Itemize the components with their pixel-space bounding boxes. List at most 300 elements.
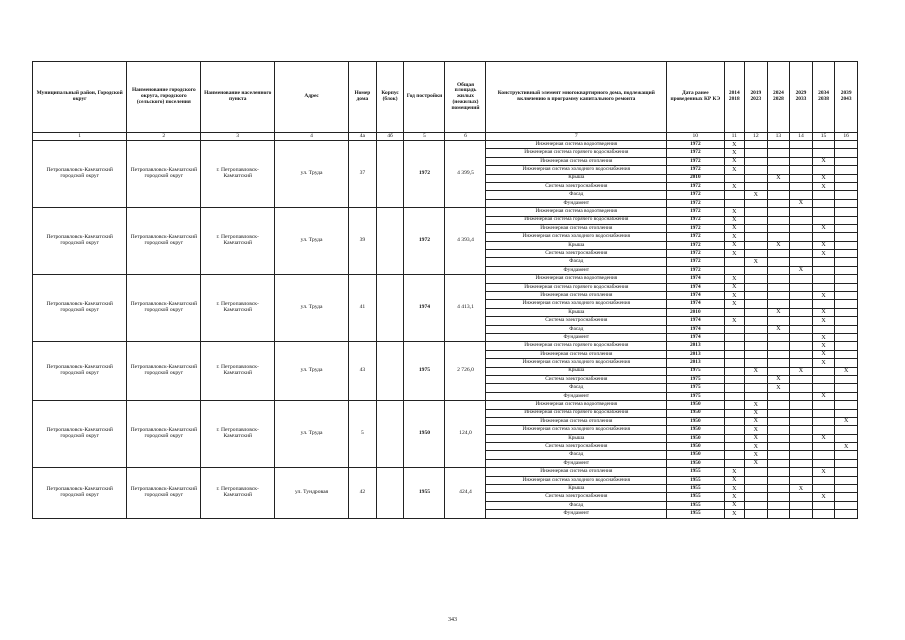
period-mark-cell: [724, 409, 745, 417]
repair-date-cell: 1972: [667, 241, 724, 249]
period-mark-cell: [767, 451, 790, 459]
period-mark-cell: [790, 434, 813, 442]
period-mark-cell: [724, 392, 745, 400]
period-mark-cell: X: [745, 367, 768, 375]
period-mark-cell: [812, 451, 835, 459]
area-cell: 4 393,4: [445, 208, 486, 275]
period-mark-cell: [835, 333, 858, 341]
period-mark-cell: X: [835, 417, 858, 425]
repair-date-cell: 1972: [667, 182, 724, 190]
period-mark-cell: X: [745, 443, 768, 451]
period-mark-cell: [767, 199, 790, 207]
house-number-cell: 42: [349, 468, 377, 518]
repair-date-cell: 1972: [667, 141, 724, 149]
period-mark-cell: [790, 333, 813, 341]
block-cell: [376, 275, 404, 342]
area-cell: 2 726,0: [445, 342, 486, 401]
period-mark-cell: [767, 317, 790, 325]
repair-date-cell: 1974: [667, 292, 724, 300]
period-mark-cell: [767, 275, 790, 283]
period-mark-cell: [835, 283, 858, 291]
period-mark-cell: [812, 283, 835, 291]
period-mark-cell: X: [812, 174, 835, 182]
repair-date-cell: 1974: [667, 275, 724, 283]
period-mark-cell: [745, 182, 768, 190]
repair-date-cell: 1974: [667, 317, 724, 325]
period-mark-cell: [790, 426, 813, 434]
address-cell: ул. Тундровая: [275, 468, 349, 518]
period-mark-cell: X: [812, 468, 835, 476]
repair-date-cell: 1972: [667, 266, 724, 274]
period-mark-cell: [724, 174, 745, 182]
period-mark-cell: [767, 392, 790, 400]
period-mark-cell: [745, 275, 768, 283]
house-number-cell: 37: [349, 141, 377, 208]
table-row: [33, 275, 858, 283]
period-mark-cell: [835, 476, 858, 484]
locality-cell: г. Петропавловск-Камчатский: [201, 401, 275, 468]
element-cell: Фасад: [486, 501, 667, 509]
period-mark-cell: [745, 325, 768, 333]
period-mark-cell: [745, 485, 768, 493]
period-mark-cell: [745, 493, 768, 501]
repair-date-cell: 2013: [667, 350, 724, 358]
address-cell: ул. Труда: [275, 141, 349, 208]
header-cell: Корпус (блок): [376, 62, 404, 133]
element-cell: Фундамент: [486, 199, 667, 207]
period-mark-cell: X: [724, 216, 745, 224]
period-mark-cell: X: [767, 384, 790, 392]
element-cell: Инженерная система холодного водоснабжения: [486, 166, 667, 174]
period-mark-cell: [835, 308, 858, 316]
settlement-cell: Петропавловск-Камчатский городской округ: [127, 141, 201, 208]
period-mark-cell: [812, 208, 835, 216]
period-mark-cell: [790, 157, 813, 165]
repair-date-cell: 1975: [667, 384, 724, 392]
repair-date-cell: 1975: [667, 367, 724, 375]
period-mark-cell: [812, 275, 835, 283]
period-mark-cell: [812, 476, 835, 484]
period-mark-cell: X: [724, 283, 745, 291]
period-mark-cell: [724, 325, 745, 333]
period-mark-cell: [767, 501, 790, 509]
period-mark-cell: [767, 367, 790, 375]
repair-date-cell: 1950: [667, 409, 724, 417]
period-mark-cell: [835, 258, 858, 266]
period-mark-cell: [790, 443, 813, 451]
element-cell: Крыша: [486, 367, 667, 375]
period-mark-cell: X: [812, 250, 835, 258]
column-number: 16: [835, 133, 858, 141]
header-cell: 2039 2043: [835, 62, 858, 133]
repair-date-cell: 1950: [667, 459, 724, 467]
period-mark-cell: X: [724, 241, 745, 249]
period-mark-cell: X: [835, 367, 858, 375]
period-mark-cell: X: [724, 208, 745, 216]
element-cell: Система электроснабжения: [486, 443, 667, 451]
period-mark-cell: [745, 359, 768, 367]
period-mark-cell: [724, 459, 745, 467]
period-mark-cell: [767, 166, 790, 174]
block-cell: [376, 208, 404, 275]
period-mark-cell: [790, 350, 813, 358]
column-number: 15: [812, 133, 835, 141]
header-cell: Дата ранее проведенных КР КЭ: [667, 62, 724, 133]
repair-date-cell: 1955: [667, 501, 724, 509]
period-mark-cell: [724, 258, 745, 266]
period-mark-cell: [724, 308, 745, 316]
period-mark-cell: [835, 275, 858, 283]
period-mark-cell: [724, 434, 745, 442]
repair-date-cell: 1955: [667, 476, 724, 484]
settlement-cell: Петропавловск-Камчатский городской округ: [127, 468, 201, 518]
repair-date-cell: 1972: [667, 166, 724, 174]
period-mark-cell: [835, 191, 858, 199]
period-mark-cell: X: [724, 317, 745, 325]
period-mark-cell: [724, 342, 745, 350]
repair-date-cell: 1974: [667, 283, 724, 291]
element-cell: Инженерная система отопления: [486, 417, 667, 425]
period-mark-cell: X: [812, 157, 835, 165]
period-mark-cell: [812, 300, 835, 308]
settlement-cell: Петропавловск-Камчатский городской округ: [127, 342, 201, 401]
header-cell: Год постройки: [404, 62, 445, 133]
element-cell: Система электроснабжения: [486, 250, 667, 258]
address-cell: ул. Труда: [275, 401, 349, 468]
period-mark-cell: [790, 501, 813, 509]
period-mark-cell: [835, 166, 858, 174]
table-row: [33, 208, 858, 216]
period-mark-cell: [835, 141, 858, 149]
period-mark-cell: [745, 216, 768, 224]
period-mark-cell: [812, 266, 835, 274]
period-mark-cell: [767, 417, 790, 425]
element-cell: Фундамент: [486, 392, 667, 400]
locality-cell: г. Петропавловск-Камчатский: [201, 275, 275, 342]
column-number: 11: [724, 133, 745, 141]
period-mark-cell: X: [812, 342, 835, 350]
period-mark-cell: [745, 350, 768, 358]
period-mark-cell: [835, 216, 858, 224]
header-cell: 2034 2038: [812, 62, 835, 133]
column-number: 14: [790, 133, 813, 141]
block-cell: [376, 342, 404, 401]
repair-date-cell: 1972: [667, 157, 724, 165]
period-mark-cell: [767, 258, 790, 266]
period-mark-cell: [835, 434, 858, 442]
period-mark-cell: [812, 367, 835, 375]
element-cell: Крыша: [486, 434, 667, 442]
header-cell: Общая площадь жилых (нежилых) помещений: [445, 62, 486, 133]
period-mark-cell: [835, 510, 858, 518]
element-cell: Система электроснабжения: [486, 493, 667, 501]
element-cell: Инженерная система отопления: [486, 224, 667, 232]
period-mark-cell: [767, 149, 790, 157]
header-cell: Конструктивный элемент многоквартирного дома, подлежащий включению в программу капитального ремонта: [486, 62, 667, 133]
element-cell: Инженерная система отопления: [486, 468, 667, 476]
period-mark-cell: [724, 266, 745, 274]
period-mark-cell: X: [745, 451, 768, 459]
period-mark-cell: [835, 384, 858, 392]
period-mark-cell: X: [724, 233, 745, 241]
construction-year-cell: 1950: [404, 401, 445, 468]
construction-year-cell: 1972: [404, 208, 445, 275]
district-cell: Петропавловск-Камчатский городской округ: [33, 275, 127, 342]
house-number-cell: 5: [349, 401, 377, 468]
period-mark-cell: X: [724, 501, 745, 509]
period-mark-cell: [790, 468, 813, 476]
period-mark-cell: X: [724, 292, 745, 300]
period-mark-cell: [790, 191, 813, 199]
table-row: [33, 401, 858, 409]
element-cell: Инженерная система отопления: [486, 292, 667, 300]
repair-date-cell: 2013: [667, 342, 724, 350]
repair-date-cell: 1955: [667, 493, 724, 501]
period-mark-cell: [745, 468, 768, 476]
period-mark-cell: [790, 510, 813, 518]
repair-date-cell: 1950: [667, 401, 724, 409]
repair-date-cell: 1975: [667, 375, 724, 383]
period-mark-cell: [835, 392, 858, 400]
element-cell: Крыша: [486, 485, 667, 493]
address-cell: ул. Труда: [275, 275, 349, 342]
period-mark-cell: [790, 375, 813, 383]
period-mark-cell: [745, 476, 768, 484]
period-mark-cell: [812, 166, 835, 174]
period-mark-cell: [767, 342, 790, 350]
period-mark-cell: [790, 325, 813, 333]
period-mark-cell: X: [790, 266, 813, 274]
repair-date-cell: 1950: [667, 426, 724, 434]
period-mark-cell: [767, 350, 790, 358]
period-mark-cell: X: [767, 375, 790, 383]
repair-date-cell: 1955: [667, 485, 724, 493]
period-mark-cell: [745, 266, 768, 274]
block-cell: [376, 401, 404, 468]
period-mark-cell: [745, 300, 768, 308]
period-mark-cell: X: [812, 392, 835, 400]
period-mark-cell: [767, 300, 790, 308]
period-mark-cell: [812, 141, 835, 149]
header-cell: Номер дома: [349, 62, 377, 133]
period-mark-cell: [790, 258, 813, 266]
repair-date-cell: 1974: [667, 333, 724, 341]
period-mark-cell: X: [745, 426, 768, 434]
period-mark-cell: [790, 283, 813, 291]
repair-date-cell: 1972: [667, 224, 724, 232]
period-mark-cell: X: [724, 468, 745, 476]
period-mark-cell: [790, 317, 813, 325]
period-mark-cell: [812, 485, 835, 493]
period-mark-cell: [767, 485, 790, 493]
period-mark-cell: [835, 501, 858, 509]
period-mark-cell: [745, 224, 768, 232]
period-mark-cell: [812, 443, 835, 451]
repair-date-cell: 1972: [667, 233, 724, 241]
period-mark-cell: [724, 426, 745, 434]
column-number: 4: [275, 133, 349, 141]
period-mark-cell: [745, 283, 768, 291]
period-mark-cell: [835, 208, 858, 216]
period-mark-cell: [745, 308, 768, 316]
period-mark-cell: [745, 157, 768, 165]
period-mark-cell: [724, 384, 745, 392]
period-mark-cell: [767, 208, 790, 216]
period-mark-cell: X: [812, 241, 835, 249]
period-mark-cell: [812, 510, 835, 518]
column-number-row: [33, 133, 858, 141]
house-number-cell: 41: [349, 275, 377, 342]
table-row: [33, 141, 858, 149]
element-cell: Инженерная система холодного водоснабжения: [486, 426, 667, 434]
column-number: 7: [486, 133, 667, 141]
period-mark-cell: [835, 292, 858, 300]
period-mark-cell: [745, 501, 768, 509]
period-mark-cell: [835, 485, 858, 493]
period-mark-cell: X: [724, 182, 745, 190]
page-number: 343: [448, 617, 457, 623]
period-mark-cell: [767, 283, 790, 291]
locality-cell: г. Петропавловск-Камчатский: [201, 141, 275, 208]
period-mark-cell: [790, 384, 813, 392]
period-mark-cell: [745, 342, 768, 350]
repair-date-cell: 1975: [667, 392, 724, 400]
period-mark-cell: [812, 233, 835, 241]
header-cell: 2019 2023: [745, 62, 768, 133]
period-mark-cell: [812, 401, 835, 409]
period-mark-cell: X: [724, 510, 745, 518]
element-cell: Инженерная система холодного водоснабжения: [486, 359, 667, 367]
repair-date-cell: 2010: [667, 174, 724, 182]
period-mark-cell: [724, 333, 745, 341]
period-mark-cell: [745, 292, 768, 300]
period-mark-cell: [745, 333, 768, 341]
repair-date-cell: 1950: [667, 451, 724, 459]
period-mark-cell: X: [812, 308, 835, 316]
locality-cell: г. Петропавловск-Камчатский: [201, 208, 275, 275]
period-mark-cell: [767, 182, 790, 190]
period-mark-cell: [745, 208, 768, 216]
period-mark-cell: [790, 300, 813, 308]
period-mark-cell: [745, 510, 768, 518]
repair-date-cell: 1972: [667, 199, 724, 207]
period-mark-cell: [835, 233, 858, 241]
period-mark-cell: [767, 426, 790, 434]
period-mark-cell: X: [812, 359, 835, 367]
table-row: [33, 468, 858, 476]
period-mark-cell: [812, 501, 835, 509]
period-mark-cell: [790, 476, 813, 484]
period-mark-cell: X: [812, 182, 835, 190]
element-cell: Фундамент: [486, 266, 667, 274]
header-cell: Наименование населенного пункта: [201, 62, 275, 133]
period-mark-cell: [724, 401, 745, 409]
period-mark-cell: [724, 451, 745, 459]
element-cell: Инженерная система холодного водоснабжения: [486, 300, 667, 308]
period-mark-cell: [835, 300, 858, 308]
period-mark-cell: [790, 308, 813, 316]
period-mark-cell: X: [724, 224, 745, 232]
period-mark-cell: [790, 241, 813, 249]
period-mark-cell: [767, 224, 790, 232]
period-mark-cell: [790, 359, 813, 367]
period-mark-cell: X: [812, 292, 835, 300]
district-cell: Петропавловск-Камчатский городской округ: [33, 208, 127, 275]
element-cell: Фасад: [486, 451, 667, 459]
header-cell: Наименование городского округа, городского (сельского) поселения: [127, 62, 201, 133]
period-mark-cell: [835, 350, 858, 358]
period-mark-cell: [790, 409, 813, 417]
block-cell: [376, 141, 404, 208]
column-number: 2: [127, 133, 201, 141]
element-cell: Система электроснабжения: [486, 375, 667, 383]
element-cell: Система электроснабжения: [486, 317, 667, 325]
period-mark-cell: [835, 468, 858, 476]
period-mark-cell: [767, 443, 790, 451]
period-mark-cell: X: [812, 224, 835, 232]
period-mark-cell: X: [767, 174, 790, 182]
period-mark-cell: [767, 493, 790, 501]
period-mark-cell: [835, 409, 858, 417]
period-mark-cell: [724, 359, 745, 367]
period-mark-cell: [745, 384, 768, 392]
column-number: 5: [404, 133, 445, 141]
period-mark-cell: [835, 182, 858, 190]
period-mark-cell: [724, 350, 745, 358]
period-mark-cell: [812, 191, 835, 199]
area-cell: 4 399,5: [445, 141, 486, 208]
repair-date-cell: 1972: [667, 208, 724, 216]
period-mark-cell: [767, 233, 790, 241]
element-cell: Фасад: [486, 258, 667, 266]
repair-date-cell: 1950: [667, 434, 724, 442]
period-mark-cell: [812, 325, 835, 333]
period-mark-cell: [767, 191, 790, 199]
element-cell: Инженерная система водоотведения: [486, 401, 667, 409]
period-mark-cell: [724, 367, 745, 375]
table-row: [33, 342, 858, 350]
period-mark-cell: X: [745, 417, 768, 425]
period-mark-cell: X: [767, 241, 790, 249]
header-cell: Адрес: [275, 62, 349, 133]
element-cell: Фасад: [486, 191, 667, 199]
period-mark-cell: X: [724, 493, 745, 501]
period-mark-cell: [745, 199, 768, 207]
period-mark-cell: [812, 216, 835, 224]
period-mark-cell: [812, 149, 835, 157]
element-cell: Крыша: [486, 308, 667, 316]
period-mark-cell: [790, 392, 813, 400]
column-number: 4б: [376, 133, 404, 141]
period-mark-cell: [724, 191, 745, 199]
period-mark-cell: [767, 250, 790, 258]
element-cell: Инженерная система отопления: [486, 350, 667, 358]
period-mark-cell: [790, 459, 813, 467]
period-mark-cell: [745, 174, 768, 182]
period-mark-cell: X: [767, 308, 790, 316]
period-mark-cell: [812, 375, 835, 383]
construction-year-cell: 1974: [404, 275, 445, 342]
element-cell: Инженерная система горячего водоснабжения: [486, 409, 667, 417]
repair-date-cell: 1972: [667, 216, 724, 224]
period-mark-cell: [790, 417, 813, 425]
period-mark-cell: [790, 174, 813, 182]
period-mark-cell: X: [790, 367, 813, 375]
repair-date-cell: 2013: [667, 359, 724, 367]
element-cell: Фундамент: [486, 459, 667, 467]
district-cell: Петропавловск-Камчатский городской округ: [33, 342, 127, 401]
period-mark-cell: X: [724, 149, 745, 157]
